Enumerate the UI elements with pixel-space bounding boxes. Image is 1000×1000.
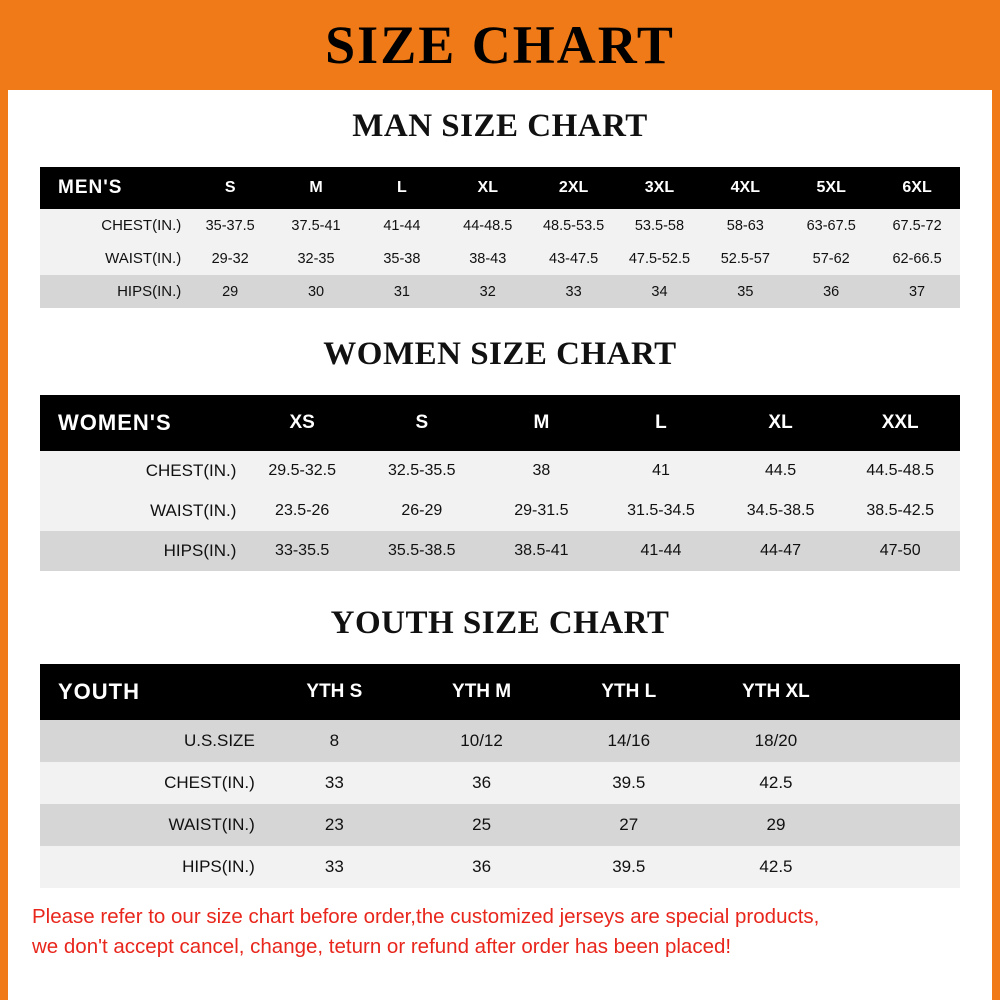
- table-cell: 34: [617, 275, 703, 308]
- table-cell: 38.5-42.5: [840, 491, 960, 531]
- table-cell: 32-35: [273, 242, 359, 275]
- youth-section-title: YOUTH SIZE CHART: [330, 605, 670, 641]
- table-cell: 34.5-38.5: [721, 491, 841, 531]
- disclaimer-line-1: Please refer to our size chart before order,the customized jerseys are special products,: [32, 905, 820, 928]
- table-cell: 18/20: [702, 720, 849, 762]
- table-cell: 32: [445, 275, 531, 308]
- table-cell: 41-44: [601, 531, 721, 571]
- men-table-wrapper: [8, 167, 992, 308]
- table-cell: 43-47.5: [531, 242, 617, 275]
- table-cell: 35.5-38.5: [362, 531, 482, 571]
- youth-size-table: [40, 664, 960, 888]
- table-row: [40, 242, 960, 275]
- women-header-cell: L: [601, 395, 721, 451]
- women-header-cell: WOMEN'S: [40, 395, 242, 451]
- table-cell: 47.5-52.5: [617, 242, 703, 275]
- table-cell: 52.5-57: [702, 242, 788, 275]
- table-cell: 44-48.5: [445, 209, 531, 242]
- youth-header-cell: YTH M: [408, 664, 555, 720]
- women-header-cell: M: [482, 395, 602, 451]
- men-header-cell: S: [187, 167, 273, 209]
- table-row: [40, 804, 960, 846]
- women-table-head: [40, 395, 960, 451]
- women-header-cell: XL: [721, 395, 841, 451]
- table-cell: 37.5-41: [273, 209, 359, 242]
- table-cell: 29-31.5: [482, 491, 602, 531]
- table-cell: 41-44: [359, 209, 445, 242]
- table-cell: 38: [482, 451, 602, 491]
- women-table-wrapper: [8, 395, 992, 571]
- table-cell: 38-43: [445, 242, 531, 275]
- men-header-cell: 4XL: [702, 167, 788, 209]
- row-label: WAIST(IN.): [40, 804, 261, 846]
- table-cell: 26-29: [362, 491, 482, 531]
- table-cell-spacer: [850, 762, 960, 804]
- women-size-table: [40, 395, 960, 571]
- table-cell: 35-38: [359, 242, 445, 275]
- row-label: WAIST(IN.): [40, 491, 242, 531]
- table-cell: 47-50: [840, 531, 960, 571]
- table-cell: 14/16: [555, 720, 702, 762]
- page-banner: [8, 0, 992, 90]
- men-table-head: [40, 167, 960, 209]
- page-title: SIZE CHART: [325, 15, 675, 75]
- table-cell: 33: [531, 275, 617, 308]
- table-cell-spacer: [850, 846, 960, 888]
- women-table-body: [40, 451, 960, 571]
- men-header-cell: M: [273, 167, 359, 209]
- youth-table-body: [40, 720, 960, 888]
- table-cell: 48.5-53.5: [531, 209, 617, 242]
- table-cell-spacer: [850, 720, 960, 762]
- table-cell: 44.5: [721, 451, 841, 491]
- table-cell: 36: [408, 846, 555, 888]
- men-size-table: [40, 167, 960, 308]
- disclaimer-line-2: we don't accept cancel, change, teturn or refund after order has been placed!: [32, 934, 732, 958]
- table-header-row: [40, 395, 960, 451]
- table-cell: 58-63: [702, 209, 788, 242]
- row-label: U.S.SIZE: [40, 720, 261, 762]
- table-cell: 33: [261, 846, 408, 888]
- women-header-cell: XXL: [840, 395, 960, 451]
- table-cell: 57-62: [788, 242, 874, 275]
- table-cell: 44-47: [721, 531, 841, 571]
- youth-header-cell: YTH XL: [702, 664, 849, 720]
- table-cell: 10/12: [408, 720, 555, 762]
- table-cell: 38.5-41: [482, 531, 602, 571]
- table-cell: 23: [261, 804, 408, 846]
- row-label: HIPS(IN.): [40, 846, 261, 888]
- women-header-cell: XS: [242, 395, 362, 451]
- table-cell: 42.5: [702, 762, 849, 804]
- table-cell: 27: [555, 804, 702, 846]
- table-header-row: [40, 167, 960, 209]
- men-table-body: [40, 209, 960, 308]
- table-cell: 29: [187, 275, 273, 308]
- men-header-cell: XL: [445, 167, 531, 209]
- table-cell: 37: [874, 275, 960, 308]
- men-header-cell: L: [359, 167, 445, 209]
- table-cell: 30: [273, 275, 359, 308]
- youth-header-cell: YTH S: [261, 664, 408, 720]
- table-row: [40, 762, 960, 804]
- table-cell: 23.5-26: [242, 491, 362, 531]
- youth-header-spacer: [850, 664, 960, 720]
- table-row: [40, 209, 960, 242]
- table-cell: 36: [408, 762, 555, 804]
- table-row: [40, 846, 960, 888]
- table-header-row: [40, 664, 960, 720]
- table-cell: 31: [359, 275, 445, 308]
- women-header-cell: S: [362, 395, 482, 451]
- table-cell: 35-37.5: [187, 209, 273, 242]
- table-cell: 53.5-58: [617, 209, 703, 242]
- row-label: CHEST(IN.): [40, 762, 261, 804]
- youth-table-head: [40, 664, 960, 720]
- table-cell: 33: [261, 762, 408, 804]
- table-cell: 35: [702, 275, 788, 308]
- row-label: CHEST(IN.): [40, 209, 187, 242]
- women-section-title: WOMEN SIZE CHART: [323, 336, 677, 372]
- table-cell: 29-32: [187, 242, 273, 275]
- table-cell: 8: [261, 720, 408, 762]
- table-cell: 33-35.5: [242, 531, 362, 571]
- men-header-cell: 3XL: [617, 167, 703, 209]
- table-row: [40, 491, 960, 531]
- table-cell: 32.5-35.5: [362, 451, 482, 491]
- table-cell-spacer: [850, 804, 960, 846]
- table-cell: 63-67.5: [788, 209, 874, 242]
- table-cell: 36: [788, 275, 874, 308]
- men-section-title: MAN SIZE CHART: [352, 108, 648, 144]
- row-label: HIPS(IN.): [40, 531, 242, 571]
- table-row: [40, 451, 960, 491]
- row-label: HIPS(IN.): [40, 275, 187, 308]
- table-row: [40, 531, 960, 571]
- table-cell: 62-66.5: [874, 242, 960, 275]
- table-cell: 67.5-72: [874, 209, 960, 242]
- men-header-cell: 2XL: [531, 167, 617, 209]
- table-cell: 42.5: [702, 846, 849, 888]
- table-cell: 29.5-32.5: [242, 451, 362, 491]
- table-cell: 44.5-48.5: [840, 451, 960, 491]
- men-header-cell: MEN'S: [40, 167, 187, 209]
- table-row: [40, 720, 960, 762]
- table-cell: 25: [408, 804, 555, 846]
- table-cell: 41: [601, 451, 721, 491]
- men-header-cell: 5XL: [788, 167, 874, 209]
- disclaimer-note: [8, 888, 992, 961]
- table-cell: 31.5-34.5: [601, 491, 721, 531]
- table-row: [40, 275, 960, 308]
- men-header-cell: 6XL: [874, 167, 960, 209]
- table-cell: 39.5: [555, 846, 702, 888]
- youth-header-cell: YOUTH: [40, 664, 261, 720]
- table-cell: 39.5: [555, 762, 702, 804]
- youth-table-wrapper: [8, 664, 992, 888]
- table-cell: 29: [702, 804, 849, 846]
- youth-header-cell: YTH L: [555, 664, 702, 720]
- row-label: CHEST(IN.): [40, 451, 242, 491]
- row-label: WAIST(IN.): [40, 242, 187, 275]
